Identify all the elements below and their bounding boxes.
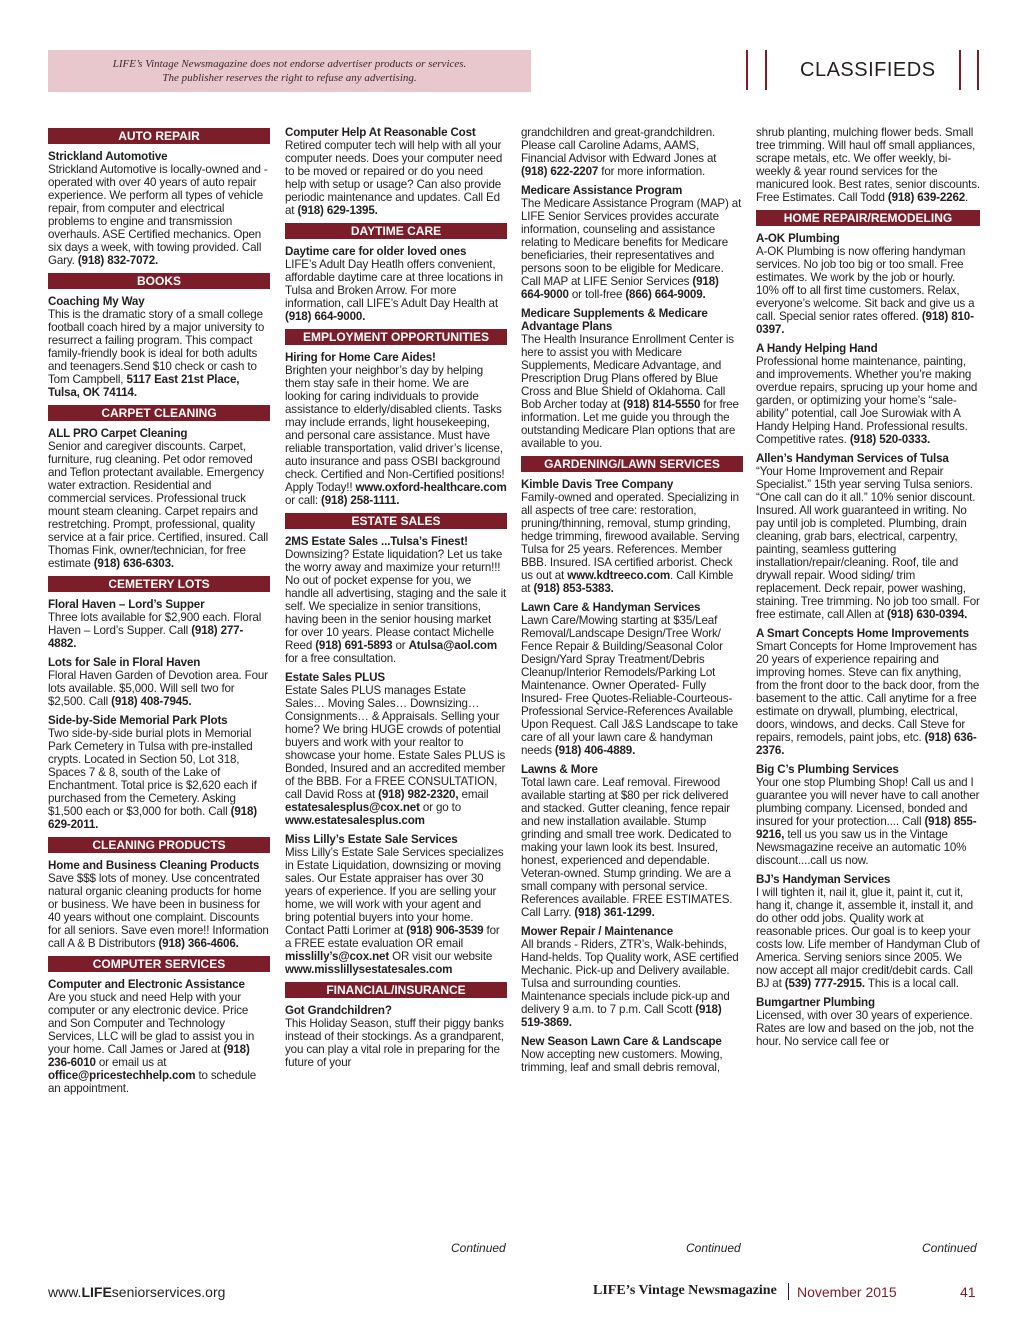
listing-title: Got Grandchildren? xyxy=(285,1004,392,1017)
listing-body: “Your Home Improvement and Repair Specialist.” 15th year serving Tulsa seniors. “One call can do it all.” 10% senior discount. Insured. All work guaranteed in writing. No pay until job is completed. Plumbing, drain cleaning, grab bars, electrical, carpentry, painting, seamless guttering installation/repair/cleaning. Roof, tile and drywall repair. Wood siding/ trim replacement. Deck repair, power washing, staining. Tree trimming. No job too small. For free estimate, call Allen at (918) 630-0394. xyxy=(756,465,980,621)
listing-title: A-OK Plumbing xyxy=(756,232,840,245)
listing-body: Are you stuck and need Help with your computer or any electronic device. Price and Son Computer and Technology Services, LLC will be glad to assist you in your home. Call James or Jared at (918) 236-6010 or email us at office@pricestechhelp.com to schedule an appointment. xyxy=(48,991,257,1095)
listing-body: I will tighten it, nail it, glue it, paint it, cut it, hang it, change it, assemble it, install it, and do other odd jobs. Quality work at reasonable prices. Our goal is to keep your costs low. Life member of Handyman Club of America. Serving seniors since 2005. We now accept all major credit/debit cards. Call BJ at (539) 777-2915. This is a local call. xyxy=(756,886,980,990)
listing-title: Bumgartner Plumbing xyxy=(756,996,875,1009)
listing-phone: (918) 622-2207 xyxy=(521,165,599,178)
section-header-gardening-lawn: GARDENING/LAWN SERVICES xyxy=(521,456,743,472)
listing-phone: (918) 406-4889. xyxy=(554,744,636,757)
disclaimer-box xyxy=(48,50,531,92)
listing-title: BJ’s Handyman Services xyxy=(756,873,891,886)
page-number: 41 xyxy=(960,1284,976,1300)
listing-body: Miss Lilly’s Estate Sale Services specializes in Estate Liquidation, downsizing or moving sales. Our Estate appraiser has over 30 years of experience. If you are selling your home, we will work with your agent and bring potential buyers into your home. Contact Patti Lorimer at (918) 906-3539 for a FREE estate evaluation OR email misslilly’s@cox.net OR visit our website www.misslillysestatesales.com xyxy=(285,846,504,976)
listing-phone: (918) 664-9000. xyxy=(285,310,366,323)
listing-website: www.oxford-healthcare.com xyxy=(355,481,507,494)
column-3 xyxy=(521,126,743,1240)
section-header-estate-sales: ESTATE SALES xyxy=(285,513,507,529)
listing-phone: (918) 258-1111. xyxy=(321,494,400,507)
listing-body: Downsizing? Estate liquidation? Let us take the worry away and maximize your return!!! No out of pocket expense for you, we handle all advertising, staging and the sale it self. We specialize in senior transitions, having been in the senior housing market for over 10 years. Please contact Michelle Reed (918) 691-5893 or Atulsa@aol.com for a free consultation. xyxy=(285,548,507,665)
listing-body: Licensed, with over 30 years of experience. Rates are low and based on the job, not the hour. No service call fee or xyxy=(756,1009,974,1048)
listing-email: office@pricestechhelp.com xyxy=(48,1069,196,1082)
listing-title: Daytime care for older loved ones xyxy=(285,245,467,258)
listing-body: Professional home maintenance, painting, and improvements. Whether you’re making overdue repairs, sprucing up your home and garden, or optimizing your home’s “sale-ability” potential, call Joe Surowiak with A Handy Helping Hand. Professional results. Competitive rates. (918) 520-0333. xyxy=(756,355,978,446)
listing-website: www.kdtreeco.com xyxy=(567,569,671,582)
listing-phone: (918) 629-1395. xyxy=(297,204,378,217)
listing-body: Estate Sales PLUS manages Estate Sales… Moving Sales… Downsizing… Consignments… & Appraisals. Selling your home? We bring HUGE crowds of potential buyers and work with your realtor to showcase your home. Estate Sales PLUS is Bonded, Insured and an accredited member of the BBB. For a FREE CONSULTATION, call David Ross at (918) 982-2320, email estatesalesplus@cox.net or go to www.estatesalesplus.com xyxy=(285,684,506,827)
listing-body: shrub planting, mulching flower beds. Small tree trimming. Will haul off small appliances, scrape metals, etc. We offer weekly, bi-weekly & year round services for the manicured look. Best rates, senior discounts. Free Estimates. Call Todd (918) 639-2262. xyxy=(756,126,980,204)
listing-title: A Smart Concepts Home Improvements xyxy=(756,627,969,640)
listing-title: Lawns & More xyxy=(521,763,598,776)
listing-phone: (918) 639-2262 xyxy=(887,191,966,204)
listing-phone: (918) 691-5893 xyxy=(315,639,393,652)
section-header-cemetery-lots: CEMETERY LOTS xyxy=(48,576,270,592)
listing-title: Coaching My Way xyxy=(48,295,145,308)
listing-title: ALL PRO Carpet Cleaning xyxy=(48,427,188,440)
column-1 xyxy=(48,126,270,1240)
listing-phone: (918) 832-7072. xyxy=(77,254,159,267)
continued-label: Continued xyxy=(922,1241,977,1255)
listing-phone: (918) 366-4606. xyxy=(158,937,239,950)
listing-title: Computer Help At Reasonable Cost xyxy=(285,126,476,139)
listing-title: Hiring for Home Care Aides! xyxy=(285,351,436,364)
listing-title: Miss Lilly’s Estate Sale Services xyxy=(285,833,458,846)
listing-phone: (918) 361-1299. xyxy=(574,906,655,919)
listing-title: Medicare Supplements & Medicare Advantage Plans xyxy=(521,307,708,333)
header-divider xyxy=(746,50,748,90)
listing-email: Atulsa@aol.com xyxy=(408,639,498,652)
disclaimer-line-2: The publisher reserves the right to refuse any advertising. xyxy=(162,72,417,84)
listing-phone: (918) 810-0397. xyxy=(756,310,974,336)
listing-body: A-OK Plumbing is now offering handyman services. No job too big or too small. Free estimates. We work by the job or hourly. 10% off to all first time customers. Relax, everyone’s welcome. Sit back and give us a call. Special senior rates offered. (918) 810-0397. xyxy=(756,245,975,336)
continued-label: Continued xyxy=(686,1241,741,1255)
listing-body: LIFE’s Adult Day Heatlh offers convenient, affordable daytime care at three locations in Tulsa and Broken Arrow. For more information, call LIFE’s Adult Day Health at (918) 664-9000. xyxy=(285,258,503,323)
page-title: CLASSIFIEDS xyxy=(800,59,936,81)
listing-title: Mower Repair / Maintenance xyxy=(521,925,674,938)
listing-body: This Holiday Season, stuff their piggy banks instead of their stockings. As a grandparent, you can play a vital role in preparing for the future of your xyxy=(285,1017,504,1069)
continued-label: Continued xyxy=(451,1241,506,1255)
listing-title: Estate Sales PLUS xyxy=(285,671,385,684)
listing-phone: (918) 906-3539 xyxy=(406,924,484,937)
listing-phone: (918) 814-5550 xyxy=(623,398,701,411)
listing-title: Big C’s Plumbing Services xyxy=(756,763,899,776)
section-header-cleaning-products: CLEANING PRODUCTS xyxy=(48,837,270,853)
listing-phone: (918) 277-4882. xyxy=(48,624,244,650)
listing-phone: (918) 853-5383. xyxy=(533,582,614,595)
listing-body: Retired computer tech will help with all your computer needs. Does your computer need to be moved or repaired or do you need help with setup or usage? Can also provide periodic maintenance and updates. Call Ed at (918) 629-1395. xyxy=(285,139,503,217)
listing-title: Floral Haven – Lord’s Supper xyxy=(48,598,205,611)
listing-title: Lots for Sale in Floral Haven xyxy=(48,656,201,669)
listing-phone: (918) 855-9216, xyxy=(756,815,977,841)
section-header-books: BOOKS xyxy=(48,273,270,289)
listing-website: www.estatesalesplus.com xyxy=(285,814,425,827)
listing-address: 5117 East 21st Place, Tulsa, OK 74114. xyxy=(48,373,240,399)
listing-title: Computer and Electronic Assistance xyxy=(48,978,245,991)
listing-phone: (539) 777-2915. xyxy=(784,977,866,990)
listing-phone: (866) 664-9009. xyxy=(625,288,706,301)
header-divider xyxy=(959,50,961,90)
listing-body: Strickland Automotive is locally-owned and - operated with over 40 years of auto repair experience. We perform all types of vehicle repair, from computer and electrical problems to engine and transmission overhauls. ASE Certified mechanics. Open six days a week, with towing provided. Call Gary. (918) 832-7072. xyxy=(48,163,268,267)
section-header-home-repair: HOME REPAIR/REMODELING xyxy=(756,210,980,226)
header-divider xyxy=(765,50,767,90)
listing-phone: (918) 664-9000 xyxy=(521,275,719,301)
listing-phone: (918) 630-0394. xyxy=(886,608,968,621)
listing-phone: (918) 520-0333. xyxy=(849,433,931,446)
listing-title: New Season Lawn Care & Landscape xyxy=(521,1035,722,1048)
footer-website[interactable]: www.LIFEseniorservices.org xyxy=(48,1284,226,1300)
section-header-daytime-care: DAYTIME CARE xyxy=(285,223,507,239)
footer-divider xyxy=(788,1283,789,1300)
listing-body: Three lots available for $2,900 each. Floral Haven – Lord’s Supper. Call (918) 277-4882. xyxy=(48,611,262,650)
listing-title: Allen’s Handyman Services of Tulsa xyxy=(756,452,949,465)
section-header-financial-insurance: FINANCIAL/INSURANCE xyxy=(285,982,507,998)
listing-title: Strickland Automotive xyxy=(48,150,168,163)
listing-body: The Medicare Assistance Program (MAP) at LIFE Senior Services provides accurate information, counseling and assistance relating to Medicare benefits for Medicare beneficiaries, their representatives and persons soon to be eligible for Medicare. Call MAP at LIFE Senior Services (918) 664-9000 or toll-free (866) 664-9009. xyxy=(521,197,742,301)
listing-phone: (918) 519-3869. xyxy=(521,1003,722,1029)
listing-title: A Handy Helping Hand xyxy=(756,342,878,355)
listing-body: Smart Concepts for Home Improvement has 20 years of experience repairing and improving homes. Steve can fix anything, from the front door to the back door, from the basement to the attic. Call anytime for a free estimate on drywall, plumbing, electrical, doors, windows, and decks. Call Steve for repairs, remodels, paint jobs, etc. (918) 636-2376. xyxy=(756,640,980,757)
listing-body: Your one stop Plumbing Shop! Call us and I guarantee you will never have to call another plumbing company. Licensed, bonded and insured for your protection.... Call (918) 855-9216, tell us you saw us in the Vintage Newsmagazine receive an automatic 10% discount....call us now. xyxy=(756,776,980,867)
section-header-computer-services: COMPUTER SERVICES xyxy=(48,956,270,972)
listing-email: estatesalesplus@cox.net xyxy=(285,801,420,814)
listing-title: Kimble Davis Tree Company xyxy=(521,478,674,491)
listing-body: Now accepting new customers. Mowing, trimming, leaf and small debris removal, xyxy=(521,1048,723,1074)
listing-body: Brighten your neighbor’s day by helping them stay safe in their home. We are looking for caring individuals to provide assistance to elderly/disabled clients. Tasks may include errands, light housekeeping, and personal care assistance. Must have reliable transportation, valid driver’s license, auto insurance and pass OSBI background check. Certified and Non-Certified positions! Apply Today!! www.oxford-healthcare.com or call: (918) 258-1111. xyxy=(285,364,507,507)
listing-body: The Health Insurance Enrollment Center is here to assist you with Medicare Supplements, Medicare Advantage, and Prescription Drug Plans offered by Blue Cross and Blue Shield of Oklahoma. Call Bob Archer today at (918) 814-5550 for free information. Let me guide you through the outstanding Medicare Plan options that are available to you. xyxy=(521,333,739,450)
listing-body: Two side-by-side burial plots in Memorial Park Cemetery in Tulsa with pre-installed crypts. Located in Section 50, Lot 318, Spaces 7 & 8, south of the Lake of Enchantment. Total price is $2,620 each if purchased from the Cemetery. Asking $1,500 each or $3,000 for both. Call (918) 629-2011. xyxy=(48,727,257,831)
footer-publication: LIFE’s Vintage Newsmagazine xyxy=(593,1283,777,1298)
listing-phone: (918) 982-2320, xyxy=(378,788,459,801)
listing-body: Lawn Care/Mowing starting at $35/Leaf Removal/Landscape Design/Tree Work/ Fence Repair & Building/Seasonal Color Design/Yard Spray Treatment/Debris Cleanup/Interior Remodels/Parking Lot Maintenance. Owner Operated- Fully Insured- Free Quotes-Reliable-Courteous- Professional Service-References Available Upon Request. Call J&S Landscape to take care of all your lawn care & handyman needs (918) 406-4889. xyxy=(521,614,738,757)
disclaimer-line-1: LIFE’s Vintage Newsmagazine does not endorse advertiser products or services. xyxy=(112,58,467,70)
listing-phone: (918) 636-2376. xyxy=(756,731,977,757)
footer-date: November 2015 xyxy=(797,1284,897,1300)
listing-body: Senior and caregiver discounts. Carpet, furniture, rug cleaning. Pet odor removed and Teflon protectant available. Emergency water extraction. Residential and commercial services. Professional truck mount steam cleaning. Carpet repairs and restretching. Prompt, professional, quality service at a fair price. Certified, insured. Call Thomas Fink, owner/technician, for free estimate (918) 636-6303. xyxy=(48,440,269,570)
listing-body: Total lawn care. Leaf removal. Firewood available starting at $80 per rick delivered and stacked. Gutter cleaning, fence repair and new installation available. Stump grinding and small tree work. Dedicated to making your lawn look its best. Insured, honest, experienced and dependable. Veteran-owned. Stump grinding. We are a small company with personal service. References available. FREE ESTIMATES. Call Larry. (918) 361-1299. xyxy=(521,776,733,919)
listing-phone: (918) 408-7945. xyxy=(111,695,192,708)
listing-phone: (918) 636-6303. xyxy=(93,557,174,570)
listing-body: Family-owned and operated. Specializing in all aspects of tree care: restoration, pruning/thinning, removal, stump grinding, hedge trimming, firewood available. Serving Tulsa for 25 years. References. Member BBB. Insured. ISA certified arborist. Check us out at www.kdtreeco.com. Call Kimble at (918) 853-5383. xyxy=(521,491,740,595)
listing-body: Floral Haven Garden of Devotion area. Four lots available. $5,000. Will sell two for $2,500. Call (918) 408-7945. xyxy=(48,669,268,708)
header-divider xyxy=(977,50,979,90)
listing-title: Side-by-Side Memorial Park Plots xyxy=(48,714,228,727)
listing-title: Home and Business Cleaning Products xyxy=(48,859,260,872)
listing-phone: (918) 236-6010 xyxy=(48,1043,250,1069)
section-header-carpet-cleaning: CARPET CLEANING xyxy=(48,405,270,421)
section-header-auto-repair: AUTO REPAIR xyxy=(48,128,270,144)
listing-email: misslilly’s@cox.net xyxy=(285,950,390,963)
listing-title: 2MS Estate Sales ...Tulsa’s Finest! xyxy=(285,535,468,548)
listing-body: All brands - Riders, ZTR’s, Walk-behinds, Hand-helds. Top Quality work, ASE certified Mechanic. Pick-up and Delivery available. Tulsa and surrounding counties. Maintenance specials include pick-up and delivery 9 a.m. to 7 p.m. Call Scott (918) 519-3869. xyxy=(521,938,739,1029)
listing-body: Save $$$ lots of money. Use concentrated natural organic cleaning products for home or business. We have been in business for 40 years without one complaint. Discounts for all seniors. Save even more!! Information call A & B Distributors (918) 366-4606. xyxy=(48,872,269,950)
listing-website: www.misslillysestatesales.com xyxy=(285,963,453,976)
listing-body: This is the dramatic story of a small college football coach hired by a major university to resurrect a failing program. This compact family-friendly book is ideal for both adults and teenagers.Send $10 check or cash to Tom Campbell, 5117 East 21st Place, Tulsa, OK 74114. xyxy=(48,308,265,399)
column-2 xyxy=(285,126,507,1240)
listing-phone: (918) 629-2011. xyxy=(48,805,257,831)
column-4 xyxy=(756,126,980,1240)
listing-title: Medicare Assistance Program xyxy=(521,184,683,197)
listing-body: grandchildren and great-grandchildren. Please call Caroline Adams, AAMS, Financial Advisor with Edward Jones at (918) 622-2207 for more information. xyxy=(521,126,717,178)
listing-title: Lawn Care & Handyman Services xyxy=(521,601,701,614)
section-header-employment: EMPLOYMENT OPPORTUNITIES xyxy=(285,329,507,345)
